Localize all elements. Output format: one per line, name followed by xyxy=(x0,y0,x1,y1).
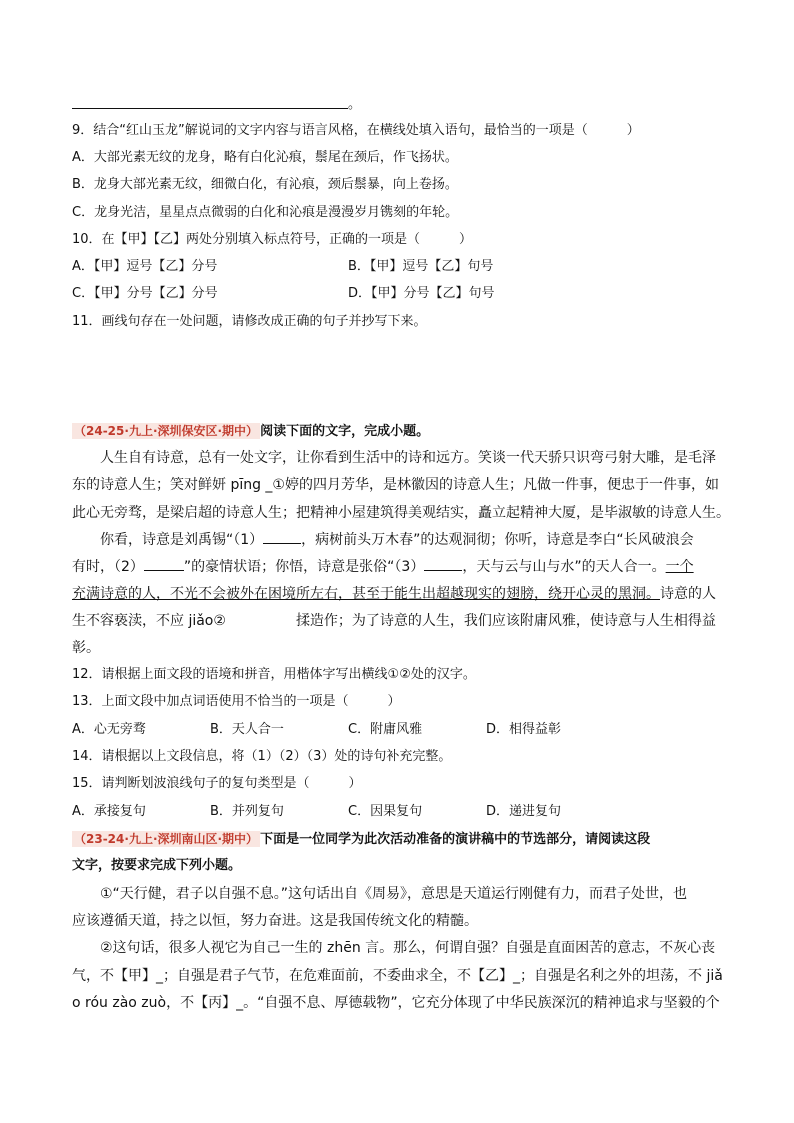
q13-option-a: A．心无旁骛 xyxy=(72,722,146,737)
section2-header xyxy=(72,830,650,849)
underlined-sentence-start: 一个 xyxy=(665,559,694,575)
passage1-p2-line1-a: 你看，诗意是刘禹锡“（1） xyxy=(100,532,264,548)
q10-option-c: C．【甲】分号【乙】分号 xyxy=(72,286,218,301)
q10-stem: 10．在【甲】【乙】两处分别填入标点符号，正确的一项是（ ） xyxy=(72,232,473,247)
passage1-p2-line1 xyxy=(100,531,694,549)
section2-instruction-line1: 下面是一位同学为此次活动准备的演讲稿中的节选部分，请阅读这段 xyxy=(260,832,651,847)
q9-stem: 9．结合“红山玉龙”解说词的文字内容与语言风格，在横线处填入语句，最恰当的一项是（ ） xyxy=(72,123,640,138)
section1-instruction: 阅读下面的文字，完成小题。 xyxy=(260,424,430,439)
passage1-p2-line3-b: 诗意的人 xyxy=(660,586,716,602)
q10-option-a: A．【甲】逗号【乙】分号 xyxy=(72,259,218,274)
q14-stem: 14．请根据以上文段信息，将（1）（2）（3）处的诗句补充完整。 xyxy=(72,749,452,764)
passage1-p1-line3: 此心无旁骛，是梁启超的诗意人生；把精神小屋建筑得美观结实，矗立起精神大厦，是毕淑敏的诗意人生。 xyxy=(72,505,730,521)
passage1-p2-line4-a: 生不容亵渎，不应 jiǎo② xyxy=(72,613,226,629)
q15-stem: 15．请判断划波浪线句子的复句类型是（ ） xyxy=(72,776,362,791)
q10-option-b: B．【甲】逗号【乙】句号 xyxy=(348,259,494,274)
q9-option-a: A．大部光素无纹的龙身，略有白化沁痕，鬃尾在颈后，作飞扬状。 xyxy=(72,150,458,165)
q15-option-c: C．因果复句 xyxy=(348,804,423,819)
passage1-p1-line2: 东的诗意人生；笑对鲜妍 pīng _①婷的四月芳华，是林徽因的诗意人生；凡做一件事，便忠于一件事，如 xyxy=(72,477,719,493)
q11-stem: 11．画线句存在一处问题，请修改成正确的句子并抄写下来。 xyxy=(72,314,427,329)
passage1-p2-line1-b: ，病树前头万木春”的达观洞彻；你听，诗意是李白“长风破浪会 xyxy=(301,532,694,548)
passage1-p2-line4-b: 揉造作；为了诗意的人生，我们应该附庸风雅，使诗意与人生相得益 xyxy=(295,613,716,629)
q9-option-b: B．龙身大部光素无纹，细微白化，有沁痕，颈后鬃暴，向上卷扬。 xyxy=(72,177,458,192)
blank-1 xyxy=(263,543,301,544)
q9-option-c: C．龙身光洁，星星点点微弱的白化和沁痕是漫漫岁月镌刻的年轮。 xyxy=(72,205,459,220)
q13-option-c: C．附庸风雅 xyxy=(348,722,423,737)
passage1-p2-line5: 彰。 xyxy=(72,640,100,656)
passage1-p2-line2 xyxy=(72,558,694,576)
answer-line-end: 。 xyxy=(348,97,362,112)
passage2-p2-line1: ②这句话，很多人视它为自己一生的 zhēn 言。那么，何谓自强？自强是直面困苦的意志，不灰心丧 xyxy=(100,940,716,956)
section1-source-tag: （24-25·九上·深圳保安区·期中） xyxy=(74,424,259,438)
passage1-p1-line1: 人生自有诗意，总有一处文字，让你看到生活中的诗和远方。笑谈一代天骄只识弯弓射大雕，是毛泽 xyxy=(100,450,716,466)
passage1-p2-line2-a: 有时，（2） xyxy=(72,559,144,575)
passage2-p2-line2: 气，不【甲】_；自强是君子气节，在危难面前，不委曲求全，不【乙】_；自强是名利之外的坦荡，不 jiǎ xyxy=(72,968,723,984)
q12-stem: 12．请根据上面文段的语境和拼音，用楷体字写出横线①②处的汉字。 xyxy=(72,667,476,682)
q13-stem: 13．上面文段中加点词语使用不恰当的一项是（ ） xyxy=(72,694,401,709)
section2-source-tag: （23-24·九上·深圳南山区·期中） xyxy=(74,832,259,846)
q10-option-d: D．【甲】分号【乙】句号 xyxy=(348,286,495,301)
underlined-sentence-rest: 充满诗意的人，不光不会被外在困境所左右，甚至于能生出超越现实的翅膀，绕开心灵的黑洞。 xyxy=(72,586,660,602)
blank-2 xyxy=(144,570,184,571)
section1-header xyxy=(72,422,429,441)
section2-instruction-line2: 文字，按要求完成下列小题。 xyxy=(72,858,242,873)
blank-3 xyxy=(424,570,462,571)
passage1-p2-line3 xyxy=(72,585,716,603)
passage1-p2-line2-c: ，天与云与山与水”的天人合一。 xyxy=(462,559,666,575)
passage1-p2-line2-b: ”的豪情状语；你悟，诗意是张俗“（3） xyxy=(183,559,425,575)
answer-line xyxy=(72,108,348,109)
passage1-p2-line4 xyxy=(72,612,716,630)
q13-option-b: B．天人合一 xyxy=(210,722,284,737)
passage2-p2-line3: o róu zào zuò，不【丙】_。“自强不息、厚德载物”，它充分体现了中华民族深沉的精神追求与坚毅的个 xyxy=(72,995,720,1011)
q13-option-d: D．相得益彰 xyxy=(486,722,562,737)
q15-option-d: D．递进复句 xyxy=(486,804,562,819)
q15-option-b: B．并列复句 xyxy=(210,804,284,819)
q15-option-a: A．承接复句 xyxy=(72,804,146,819)
passage2-p1-line1: ①“天行健，君子以自强不息。”这句话出自《周易》，意思是天道运行刚健有力，而君子处世，也 xyxy=(100,886,688,902)
passage2-p1-line2: 应该遵循天道，持之以恒，努力奋进。这是我国传统文化的精髓。 xyxy=(72,913,478,929)
